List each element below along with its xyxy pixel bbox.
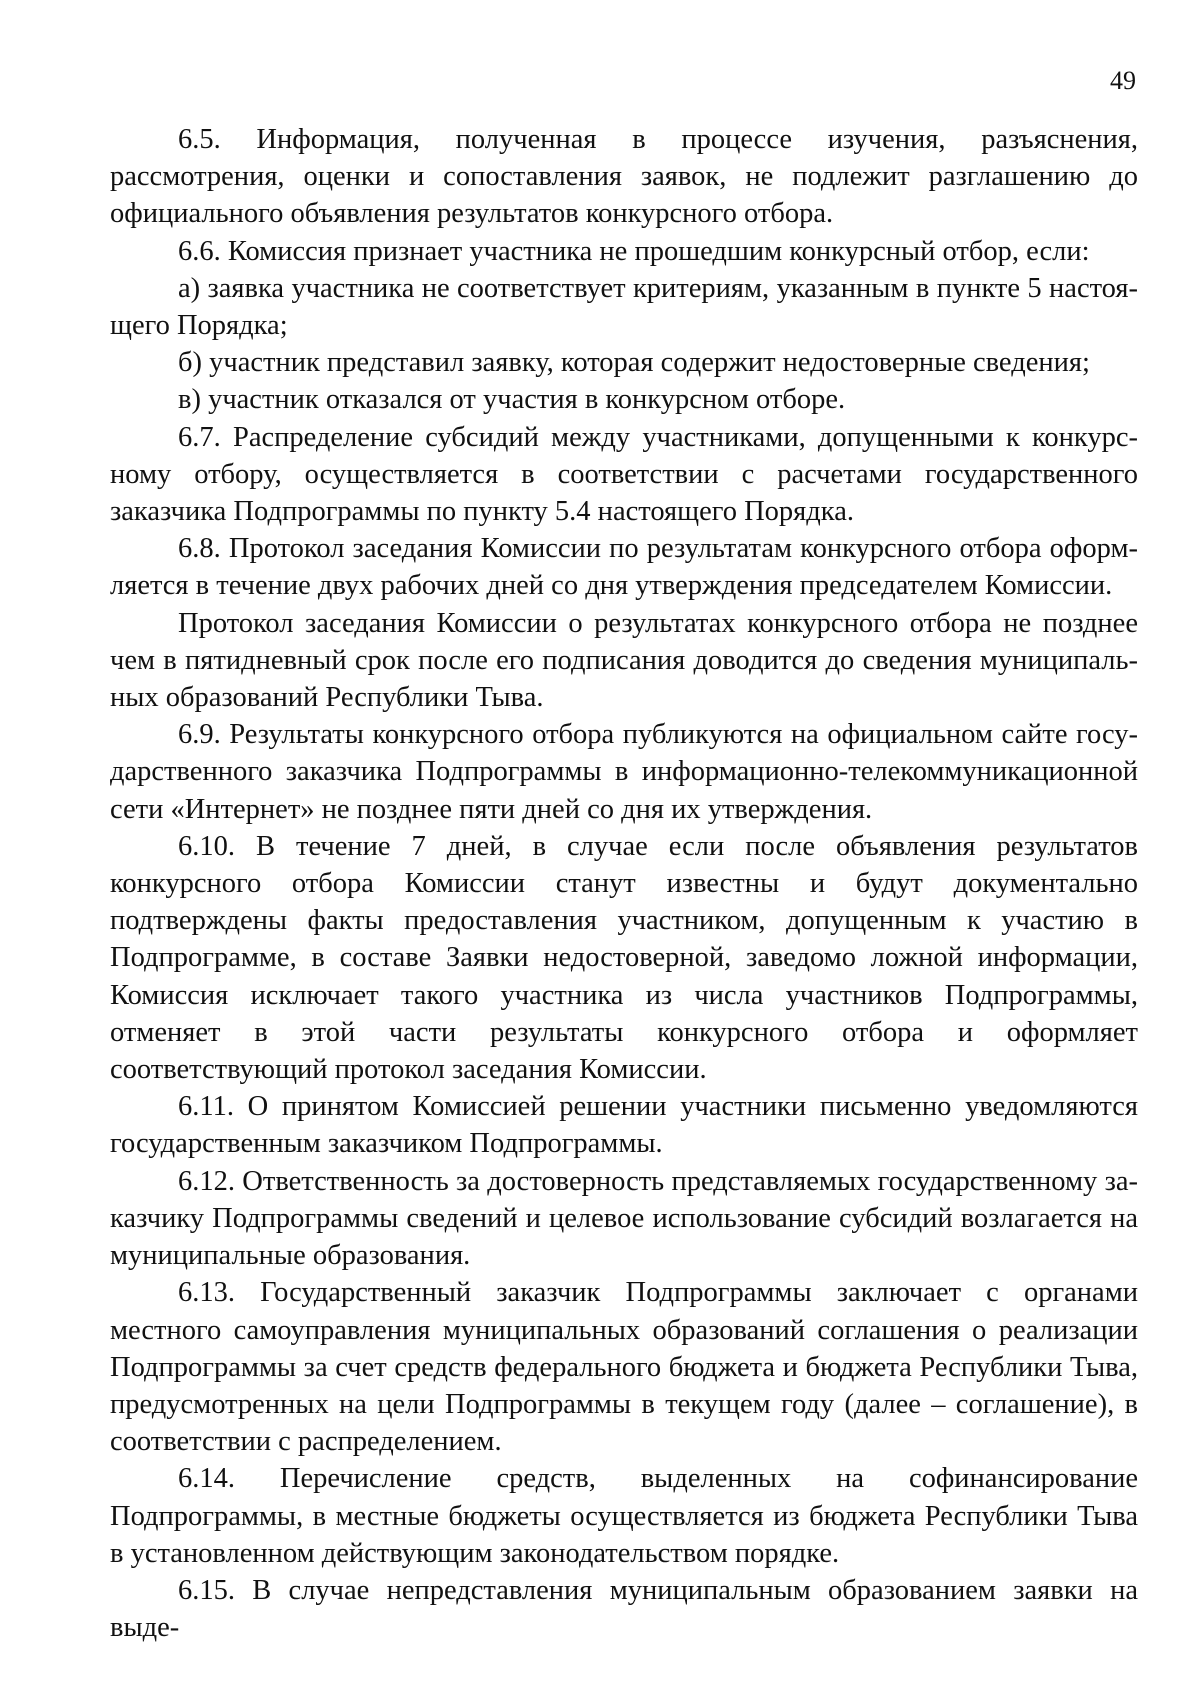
- paragraph-6-14: 6.14. Перечисление средств, выделенных на софинансирование Подпрограммы, в местные бюджеты осуществляется из бюджета Республики Тыва в установленном действующим законодательством порядке.: [110, 1463, 1138, 1569]
- paragraph-6-8-protocol: Протокол заседания Комиссии о результатах конкурсного отбора не позднее чем в пятидневный срок после его подписания доводится до сведения муниципальных образований Республики Тыва.: [110, 607, 1138, 714]
- paragraph-6-5: 6.5. Информация, полученная в процессе изучения, разъяснения, рассмотрения, оценки и сопоставления заявок, не подлежит разглашению до официального объявления результатов конкурсного отбора.: [110, 124, 1138, 230]
- paragraph-6-13: 6.13. Государственный заказчик Подпрограммы заключает с органами местного самоуправления муниципальных образований соглашения о реализации Подпрограммы за счет средств федерального бюджета и бюджета Республики Тыва, предусмотренных на цели Подпрограммы в текущем году (далее – соглашение), в соответствии с распределением.: [110, 1277, 1138, 1458]
- page-number: 49: [1110, 66, 1136, 95]
- paragraph-6-6-c: в) участник отказался от участия в конкурсном отборе.: [178, 384, 846, 416]
- paragraph-6-8: 6.8. Протокол заседания Комиссии по результатам конкурсного отбора оформляется в течение двух рабочих дней со дня утверждения председателем Комиссии.: [110, 533, 1138, 602]
- paragraph-6-10: 6.10. В течение 7 дней, в случае если после объявления результатов конкурсного отбора Комиссии станут известны и будут документально подтверждены факты предоставления участником, допущенным к участию в Подпрограмме, в составе Заявки недостоверной, заведомо ложной информации, Комиссия исключает такого участника из числа участников Подпрограммы, отменяет в этой части результаты конкурсного отбора и оформляет соответствующий протокол заседания Комиссии.: [110, 830, 1138, 1086]
- paragraph-6-9: 6.9. Результаты конкурсного отбора публикуются на официальном сайте государственного заказчика Подпрограммы в информационно-телекоммуникационной сети «Интернет» не позднее пяти дней со дня их утверждения.: [110, 719, 1138, 825]
- paragraph-6-6: 6.6. Комиссия признает участника не прошедшим конкурсный отбор, если:: [178, 235, 1090, 267]
- paragraph-6-7: 6.7. Распределение субсидий между участниками, допущенными к конкурсному отбору, осуществляется в соответствии с расчетами государственного заказчика Подпрограммы по пункту 5.4 настоящего Порядка.: [110, 421, 1138, 528]
- paragraph-6-11: 6.11. О принятом Комиссией решении участники письменно уведомляются государственным заказчиком Подпрограммы.: [110, 1091, 1138, 1160]
- paragraph-6-6-a: а) заявка участника не соответствует критериям, указанным в пункте 5 настоящего Порядка;: [110, 272, 1138, 342]
- paragraph-6-6-b: б) участник представил заявку, которая содержит недостоверные сведения;: [178, 347, 1090, 379]
- paragraph-6-15: 6.15. В случае непредставления муниципальным образованием заявки на выде-: [110, 1574, 1138, 1644]
- paragraph-6-12: 6.12. Ответственность за достоверность представляемых государственному заказчику Подпрограммы сведений и целевое использование субсидий возлагается на муниципальные образования.: [110, 1165, 1138, 1272]
- document-body: [110, 121, 1138, 1646]
